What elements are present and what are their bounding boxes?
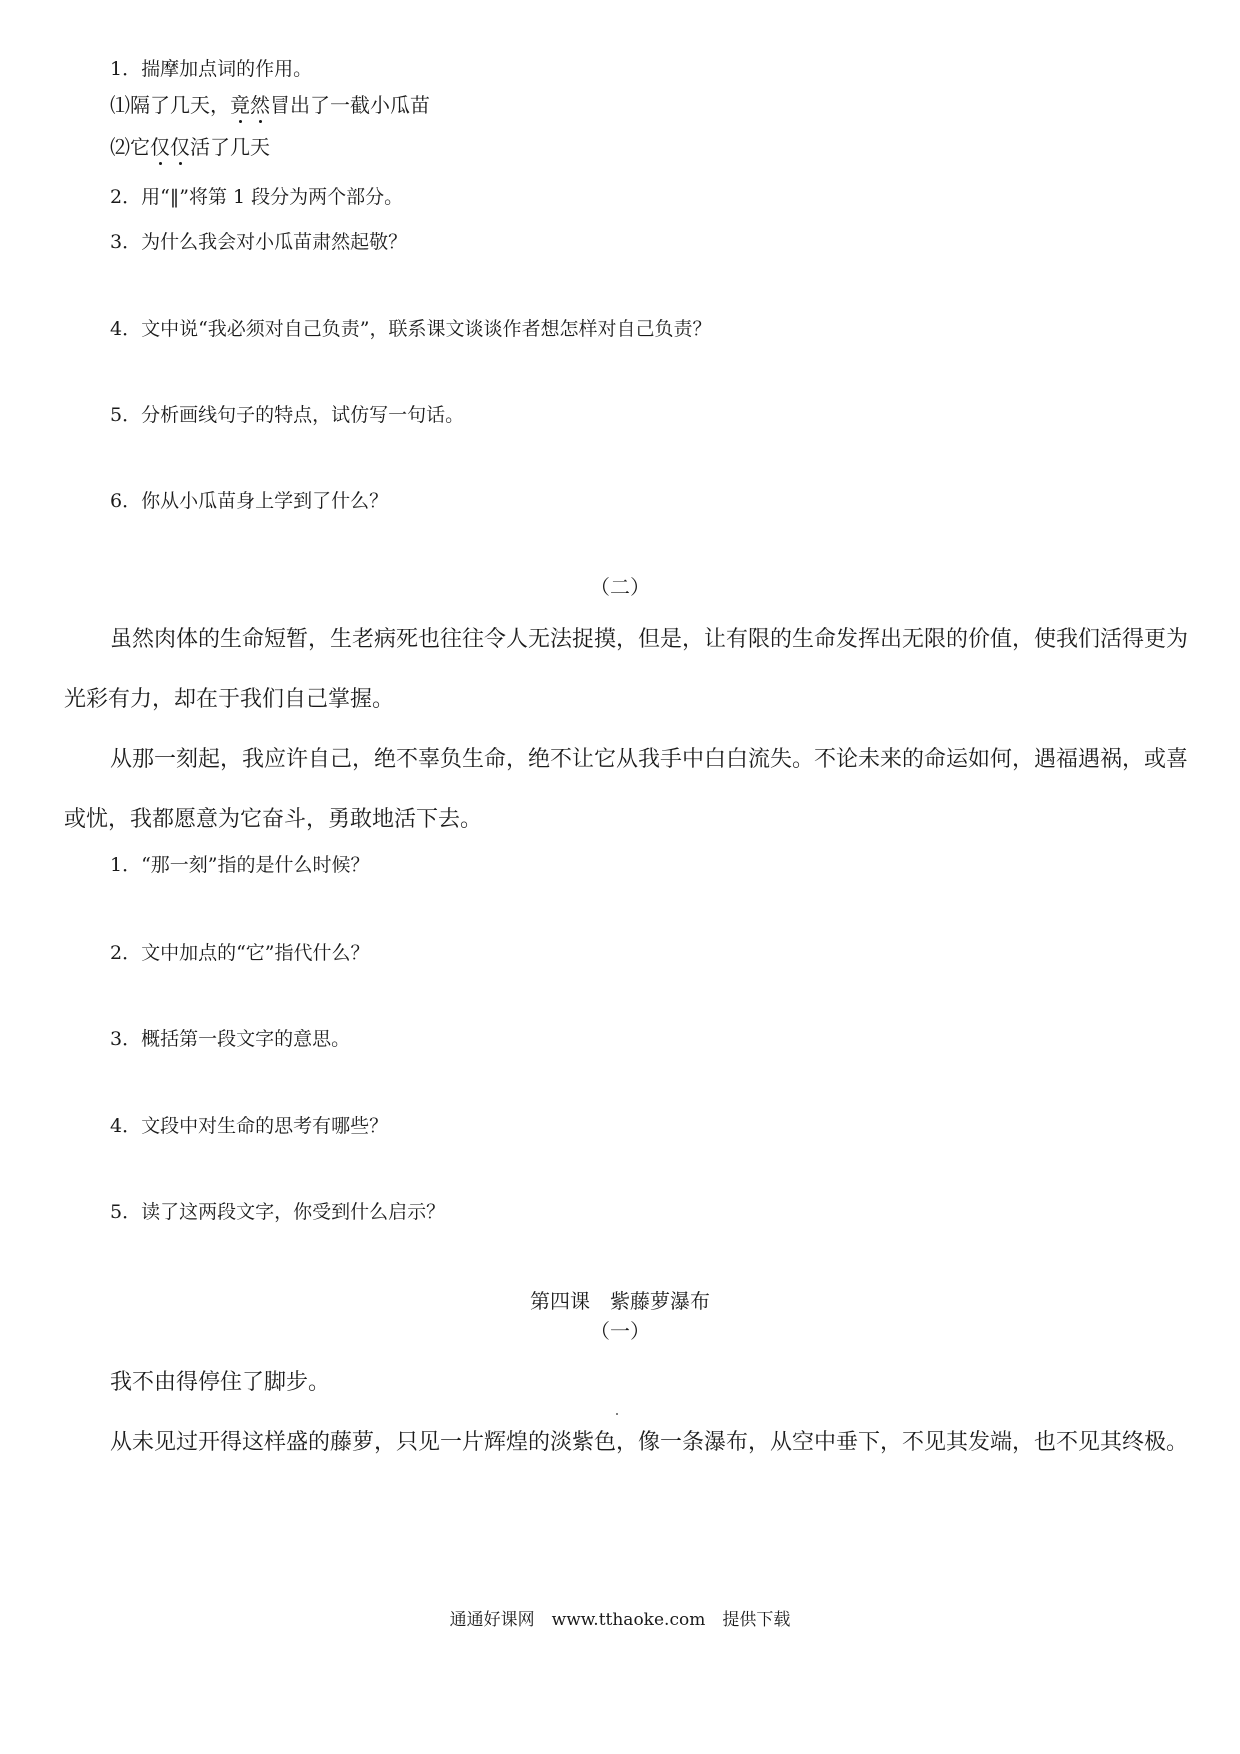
sub-2-suffix: 活了几天 bbox=[190, 135, 270, 159]
question-2-5: 5．读了这两段文字，你受到什么启示？ bbox=[110, 1201, 446, 1223]
passage-2-para-1-line-1: 虽然肉体的生命短暂，生老病死也往往令人无法捉摸，但是，让有限的生命发挥出无限的价值，使我们活得更为 bbox=[110, 627, 1189, 652]
emphasized-char: 然 bbox=[250, 93, 270, 117]
sub-2-prefix: ⑵它 bbox=[110, 135, 150, 159]
question-2-3: 3．概括第一段文字的意思。 bbox=[110, 1028, 351, 1050]
question-2-1: 1．“那一刻”指的是什么时候？ bbox=[110, 854, 370, 876]
question-1-1: 1．揣摩加点词的作用。 bbox=[110, 58, 313, 80]
lesson-para-2: 从未见过开得这样盛的藤萝，只见一片辉煌的淡紫色，像一条瀑布，从空中垂下，不见其发端，也不见其终极。 bbox=[110, 1430, 1189, 1455]
question-2-4: 4．文段中对生命的思考有哪些？ bbox=[110, 1115, 389, 1137]
passage-2-para-2-line-2: 或忧，我都愿意为它奋斗，勇敢地活下去。 bbox=[64, 807, 483, 832]
sub-1-prefix: ⑴隔了几天， bbox=[110, 93, 230, 117]
question-1-1-sub-2 bbox=[110, 134, 270, 160]
section-heading-2: （二） bbox=[590, 575, 650, 599]
question-1-5: 5．分析画线句子的特点，试仿写一句话。 bbox=[110, 404, 465, 426]
passage-2-para-1-line-2: 光彩有力，却在于我们自己掌握。 bbox=[64, 687, 395, 712]
lesson-section-heading: （一） bbox=[590, 1319, 650, 1343]
emphasized-char: 仅 bbox=[170, 135, 190, 159]
question-1-2: 2．用“‖”将第 1 段分为两个部分。 bbox=[110, 186, 404, 208]
lesson-title: 第四课 紫藤萝瀑布 bbox=[530, 1289, 710, 1313]
question-1-3: 3．为什么我会对小瓜苗肃然起敬？ bbox=[110, 231, 408, 253]
passage-2-para-2-line-1: 从那一刻起，我应许自己，绝不辜负生命，绝不让它从我手中白白流失。不论未来的命运如何，遇福遇祸，或喜 bbox=[110, 747, 1189, 772]
page-footer: 通通好课网 www.tthaoke.com 提供下载 bbox=[449, 1610, 791, 1630]
question-1-1-sub-1 bbox=[110, 92, 430, 118]
stray-dot bbox=[616, 1413, 618, 1415]
sub-1-suffix: 冒出了一截小瓜苗 bbox=[270, 93, 430, 117]
emphasized-char: 仅 bbox=[150, 135, 170, 159]
question-1-6: 6．你从小瓜苗身上学到了什么？ bbox=[110, 490, 389, 512]
emphasized-char: 竟 bbox=[230, 93, 250, 117]
question-2-2: 2．文中加点的“它”指代什么？ bbox=[110, 942, 370, 964]
lesson-para-1: 我不由得停住了脚步。 bbox=[110, 1370, 331, 1395]
question-1-4: 4．文中说“我必须对自己负责”，联系课文谈谈作者想怎样对自己负责？ bbox=[110, 318, 712, 340]
